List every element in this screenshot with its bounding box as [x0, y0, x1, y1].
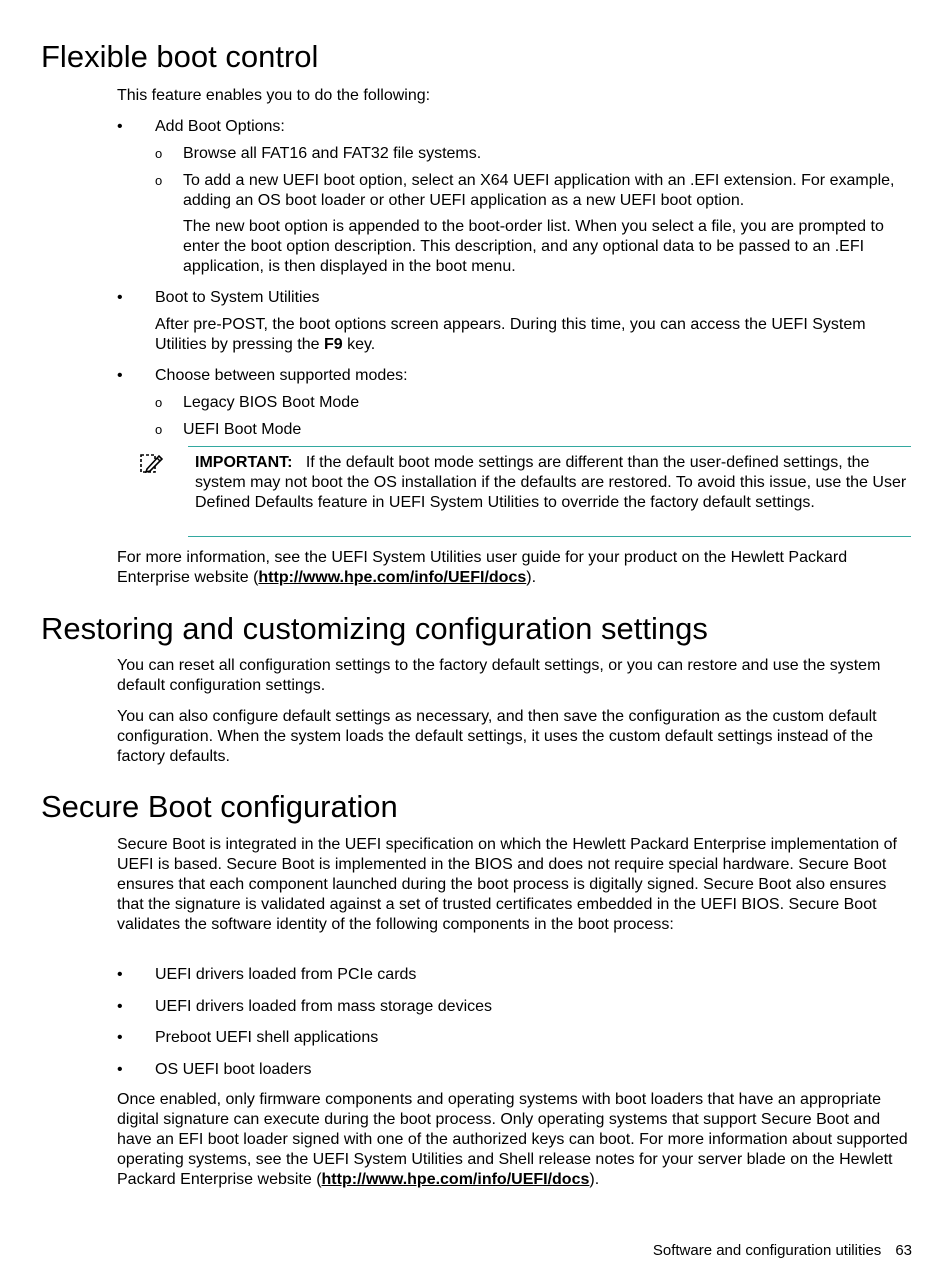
bullet-icon: • [117, 289, 123, 306]
uefi-docs-link[interactable]: http://www.hpe.com/info/UEFI/docs [258, 569, 527, 586]
secure-paragraph-1: Secure Boot is integrated in the UEFI specification on which the Hewlett Packard Enterprise implementation of UEFI is based. Secure Boot is implemented in the BIOS and does not require special hardware. Secure Boot ensures that each component launched during the boot process is digitally signed. Secure Boot also ensures that the signature is validated against a set of trusted certificates embedded in the UEFI BIOS. Secure Boot validates the software identity of the following components in the boot process: [117, 836, 897, 933]
page-number: 63 [895, 1242, 912, 1259]
restoring-paragraph-1: You can reset all configuration settings to the factory default settings, or you can restore and use the system default configuration settings. [117, 657, 881, 694]
bullet-icon: • [117, 966, 123, 983]
heading-secure-boot: Secure Boot configuration [41, 789, 398, 824]
important-text: If the default boot mode settings are different than the user-defined settings, the system may not boot the OS installation if the defaults are restored. To avoid this issue, use the User Defined Defaults feature in UEFI System Utilities to override the factory default settings. [195, 454, 907, 511]
bullet-icon: • [117, 1061, 123, 1078]
important-label: IMPORTANT: [195, 454, 293, 471]
bullet-icon: • [117, 118, 123, 135]
sub-bullet-icon: o [155, 395, 163, 410]
key-f9: F9 [323, 336, 343, 353]
sub-bullet-icon: o [155, 173, 163, 188]
sub-bullet-icon: o [155, 146, 163, 161]
document-page: Flexible boot control This feature enables you to do the following: • Add Boot Options: o Browse all FAT16 and FAT32 file systems. o To add a new UEFI boot option, select an X64 UEFI application with an .EFI extension. For example, adding an OS boot loader or other UEFI application as a new UEFI boot option. The new boot option is appended to the boot-order list. When you select a file, you are prompted to enter the boot option description. This description, and any optional data to be passed to an .EFI application, is then displayed in the boot menu. • Boot to System Utilities After pre-POST, the boot options screen appears. During this time, you can access the UEFI System Utilities by pressing the F9 key. • Choose between supported modes: o Legacy BIOS Boot Mode o UEFI Boot Mode IMPORTANT: If the default boot mode settings are different than the user-defined settings, the system may not boot the OS installation if the defaults are restored. To avoid this issue, use the User Defined Defaults feature in UEFI System Utilities to override the factory default settings. For more information, see the UEFI System Utilities user guide for your product on the Hewlett Packard Enterprise website (http://www.hpe.com/info/UEFI/docs). Restoring and customizing configuration settings You can reset all configuration settings to the factory default settings, or you can restore and use the system default configuration settings. You can also configure default settings as necessary, and then save the configuration as the custom default configuration. When the system loads the default settings, it uses the custom default settings instead of the factory defaults. Secure Boot configuration Secure Boot is integrated in the UEFI specification on which the Hewlett Packard Enterprise implementation of UEFI is based. Secure Boot is implemented in the BIOS and does not require special hardware. Secure Boot ensures that each component launched during the boot process is digitally signed. Secure Boot also ensures that the signature is validated against a set of trusted certificates embedded in the UEFI BIOS. Secure Boot validates the software identity of the following components in the boot process: • UEFI drivers loaded from PCIe cards • UEFI drivers loaded from mass storage devices • Preboot UEFI shell applications • OS UEFI boot loaders Once enabled, only firmware components and operating systems with boot loaders that have an appropriate digital signature can execute during the boot process. Only operating systems that support Secure Boot and have an EFI boot loader signed with one of the authorized keys can boot. For more information about supported operating systems, see the UEFI System Utilities and Shell release notes for your server blade on the Hewlett Packard Enterprise website (http://www.hpe.com/info/UEFI/docs). Software and configuration utilities 63 [0, 0, 950, 1260]
more-info-paragraph: For more information, see the UEFI System Utilities user guide for your product on the Hewlett Packard Enterprise website (http://www.hpe.com/info/UEFI/docs). [117, 549, 848, 586]
bullet-icon: • [117, 998, 123, 1015]
important-note [188, 446, 911, 537]
sub-bullet-icon: o [155, 422, 163, 437]
secure-paragraph-2: Once enabled, only firmware components and operating systems with boot loaders that have an appropriate digital signature can execute during the boot process. Only operating systems that support Secure Boot and have an EFI boot loader signed with one of the authorized keys can boot. For more information about supported operating systems, see the UEFI System Utilities and Shell release notes for your server blade on the Hewlett Packard Enterprise website (http://www.hpe.com/info/UEFI/docs). [117, 1091, 908, 1188]
heading-flexible-boot-control: Flexible boot control [41, 39, 319, 74]
restoring-paragraph-2: You can also configure default settings as necessary, and then save the configuration as the custom default configuration. When the system loads the default settings, it uses the custom default settings instead of the factory defaults. [117, 708, 877, 765]
page-footer [653, 1241, 912, 1261]
bullet-icon: • [117, 367, 123, 384]
pencil-note-icon [139, 452, 163, 474]
bullet-icon: • [117, 1029, 123, 1046]
footer-chapter: Software and configuration utilities [652, 1242, 882, 1259]
intro-paragraph: This feature enables you to do the following: [117, 87, 431, 104]
heading-restoring-settings: Restoring and customizing configuration settings [41, 611, 708, 646]
uefi-docs-link[interactable]: http://www.hpe.com/info/UEFI/docs [321, 1171, 590, 1188]
